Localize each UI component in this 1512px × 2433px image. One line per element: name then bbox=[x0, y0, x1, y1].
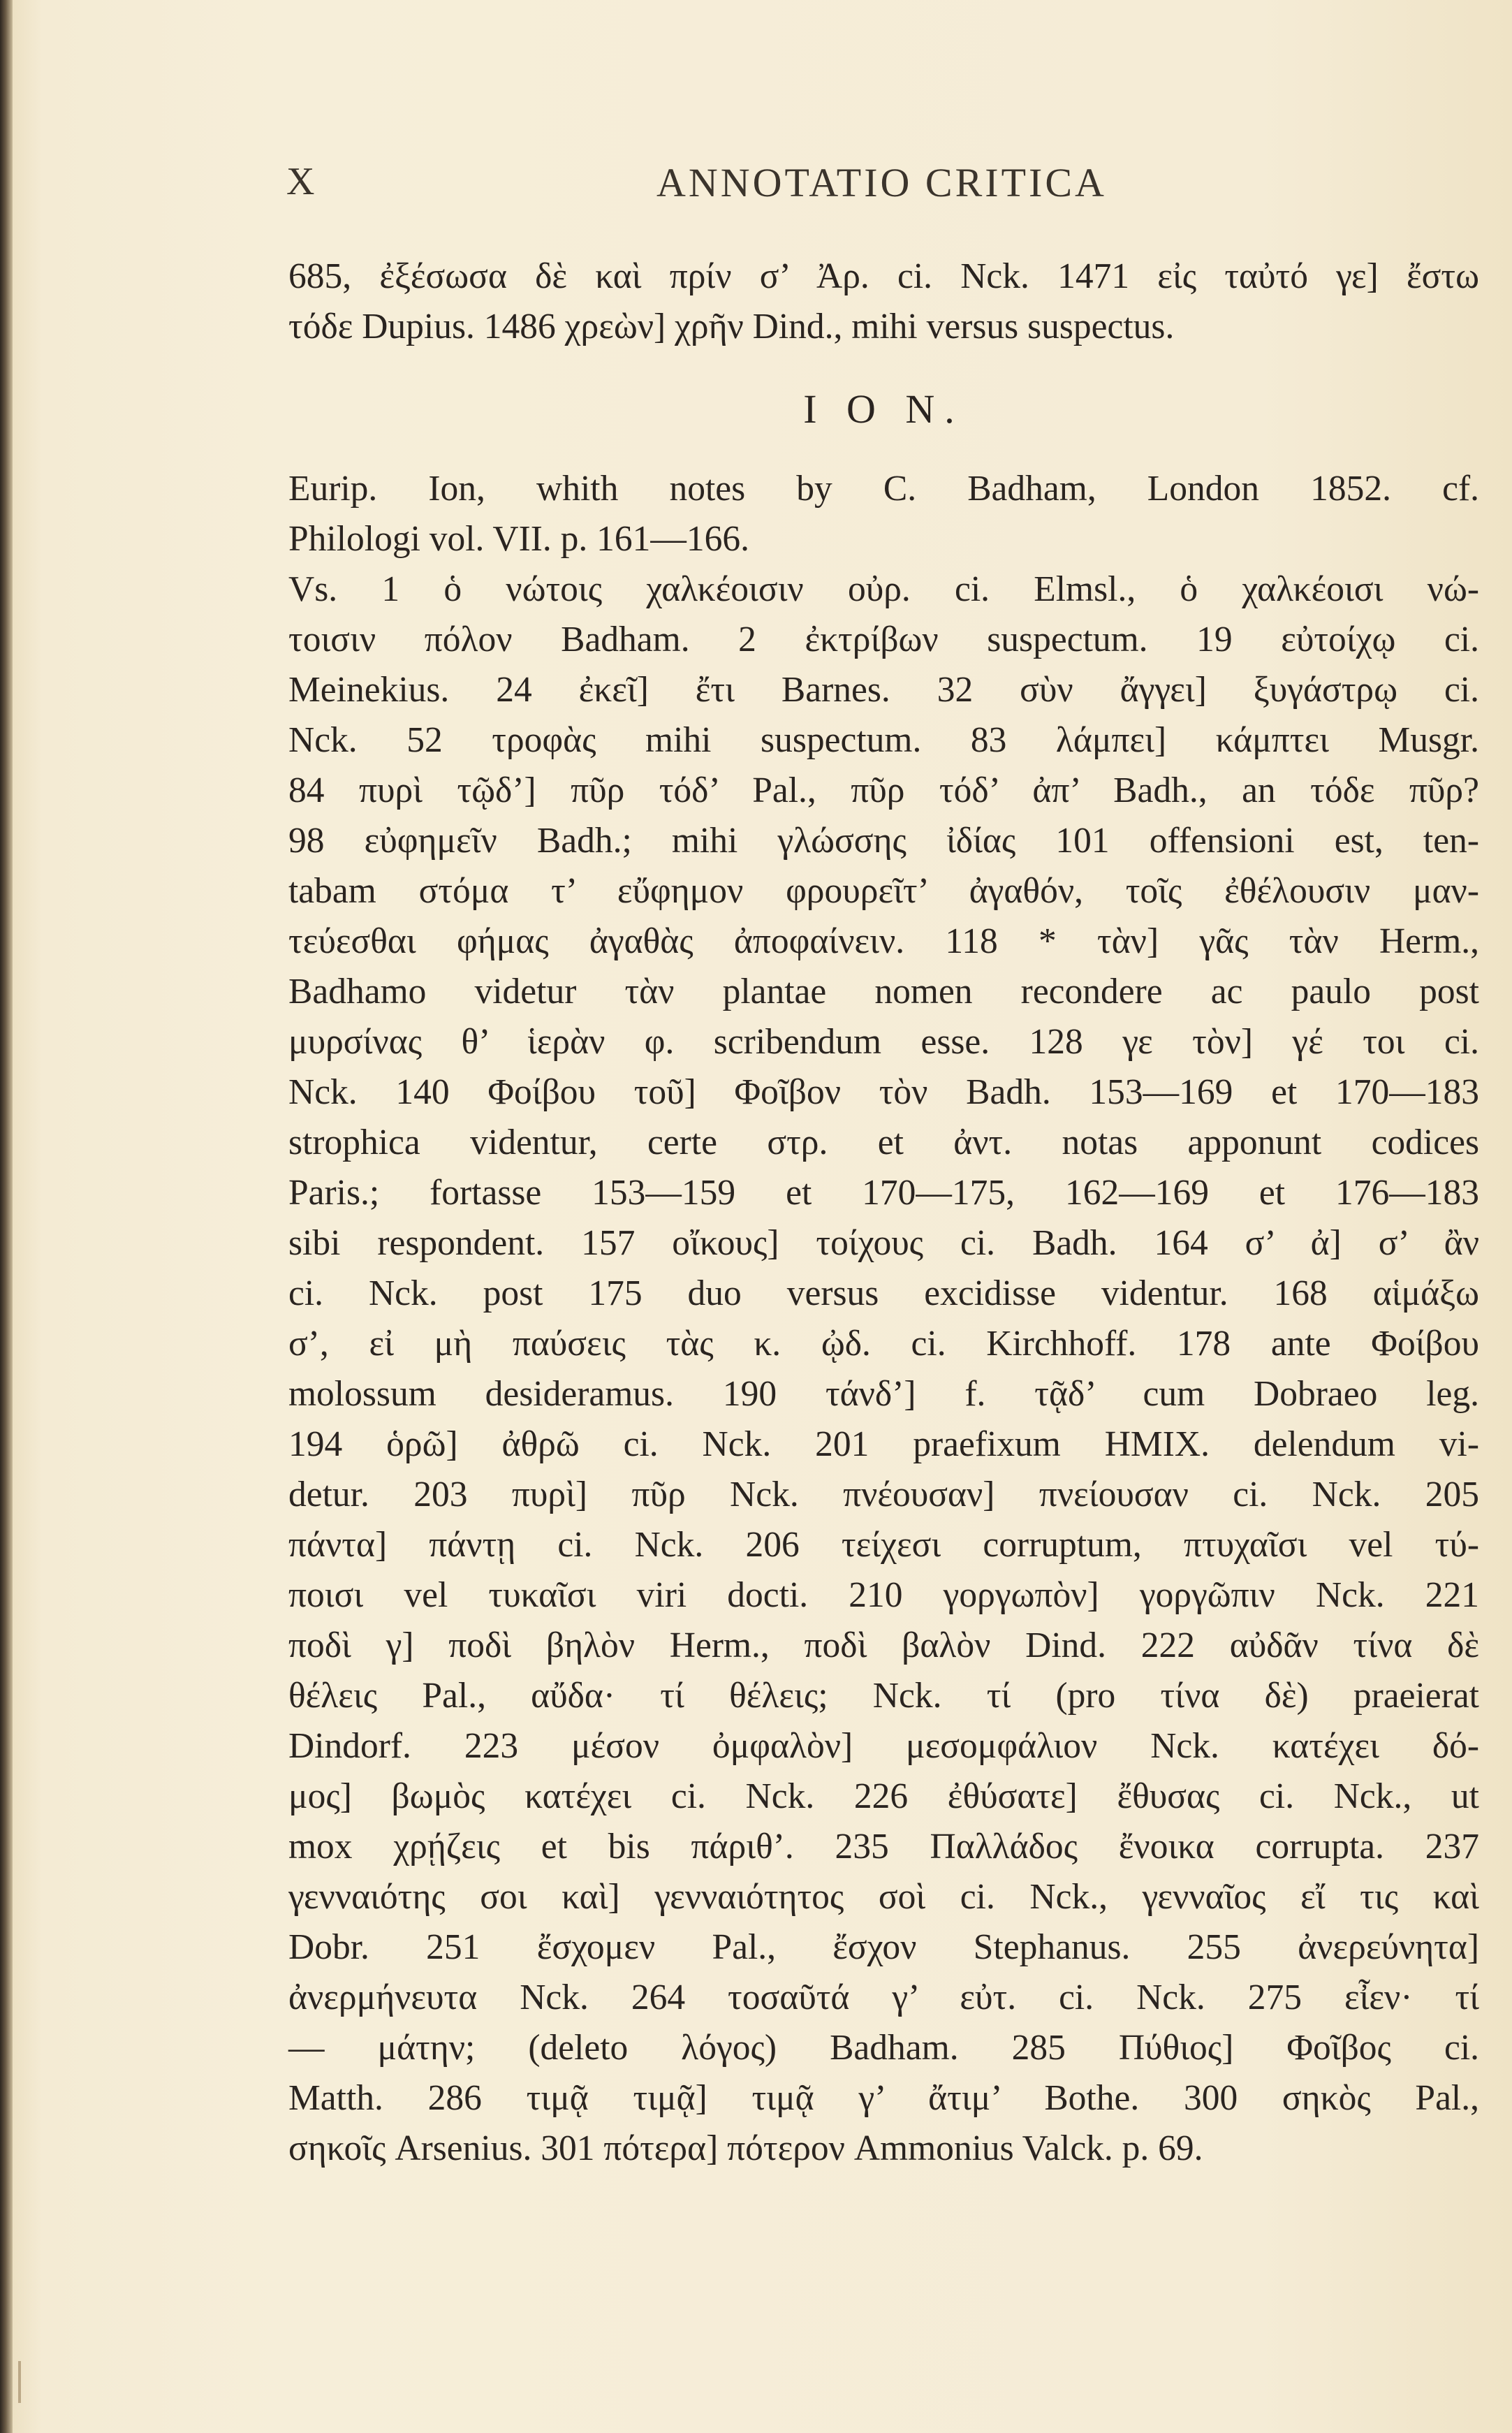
body-text bbox=[288, 464, 1479, 2174]
body-line: ci. Nck. post 175 duo versus excidisse videntur. 168 αἱμάξω bbox=[288, 1273, 1479, 1313]
body-line: σηκοῖς Arsenius. 301 πότερα] πότερον Ammonius Valck. p. 69. bbox=[288, 2128, 1203, 2168]
body-line: sibi respondent. 157 οἴκους] τοίχους ci. Badh. 164 σ’ ἀ] σ’ ἂν bbox=[288, 1223, 1479, 1263]
body-line: πάντα] πάντῃ ci. Nck. 206 τείχεσι corruptum, πτυχαῖσι vel τύ- bbox=[288, 1525, 1479, 1565]
body-line: ἀνερμήνευτα Nck. 264 τοσαῦτά γ’ εὐτ. ci. Nck. 275 εἶεν· τί bbox=[288, 1978, 1479, 2017]
body-line: σ’, εἰ μὴ παύσεις τὰς κ. ᾠδ. ci. Kirchhoff. 178 ante Φοίβου bbox=[288, 1324, 1479, 1364]
body-line: molossum desideramus. 190 τάνδ’] f. τᾷδ’ cum Dobraeo leg. bbox=[288, 1374, 1479, 1414]
body-line: mox χρῄζεις et bis πάριθ’. 235 Παλλάδος ἔνοικα corrupta. 237 bbox=[288, 1827, 1479, 1866]
page-number: X bbox=[286, 160, 316, 203]
body-line: strophica videntur, certe στρ. et ἀντ. notas apponunt codices bbox=[288, 1123, 1479, 1162]
body-line: ποισι vel τυκαῖσι viri docti. 210 γοργωπὸν] γοργῶπιν Nck. 221 bbox=[288, 1575, 1479, 1615]
book-spine-shadow bbox=[0, 0, 13, 2433]
page-edge-mark bbox=[18, 2361, 21, 2403]
body-line: Dobr. 251 ἔσχομεν Pal., ἔσχον Stephanus. 255 ἀνερεύνητα] bbox=[288, 1927, 1479, 1967]
body-line: Meinekius. 24 ἐκεῖ] ἔτι Barnes. 32 σὺν ἄγγει] ξυγάστρῳ ci. bbox=[288, 670, 1479, 710]
body-line: γενναιότης σοι καὶ] γενναιότητος σοὶ ci. Nck., γενναῖος εἴ τις καὶ bbox=[288, 1877, 1479, 1917]
body-line: Nck. 140 Φοίβου τοῦ] Φοῖβον τὸν Badh. 153—169 et 170—183 bbox=[288, 1072, 1479, 1112]
body-line: Matth. 286 τιμᾷ τιμᾷ] τιμᾷ γ’ ἄτιμ’ Bothe. 300 σηκὸς Pal., bbox=[288, 2078, 1479, 2118]
intro-line: τόδε Dupius. 1486 χρεὼν] χρῆν Dind., mihi versus suspectus. bbox=[288, 307, 1175, 346]
body-line: Badhamo videtur τὰν plantae nomen recondere ac paulo post bbox=[288, 972, 1479, 1011]
body-line: — μάτην; (deleto λόγος) Badham. 285 Πύθιος] Φοῖβος ci. bbox=[288, 2028, 1479, 2068]
body-line: Paris.; fortasse 153—159 et 170—175, 162—169 et 176—183 bbox=[288, 1173, 1479, 1213]
body-line: ποδὶ γ] ποδὶ βηλὸν Herm., ποδὶ βαλὸν Dind. 222 αὐδᾶν τίνα δὲ bbox=[288, 1625, 1479, 1665]
body-line: τοισιν πόλον Badham. 2 ἐκτρίβων suspectum. 19 εὐτοίχῳ ci. bbox=[288, 620, 1479, 659]
intro-line: 685, ἐξέσωσα δὲ καὶ πρίν σ’ Ἀρ. ci. Nck. 1471 εἰς ταὐτό γε] ἔστω bbox=[288, 256, 1479, 296]
body-line: 84 πυρὶ τῷδ’] πῦρ τόδ’ Pal., πῦρ τόδ’ ἀπ’ Badh., an τόδε πῦρ? bbox=[288, 770, 1479, 810]
text-block bbox=[288, 251, 1479, 2174]
body-line: Philologi vol. VII. p. 161—166. bbox=[288, 519, 749, 559]
running-head: ANNOTATIO CRITICA bbox=[656, 160, 1107, 205]
body-line: Vs. 1 ὁ νώτοις χαλκέοισιν οὐρ. ci. Elmsl., ὁ χαλκέοισι νώ- bbox=[288, 569, 1479, 609]
section-title: I O N. bbox=[803, 386, 964, 432]
body-line: Dindorf. 223 μέσον ὀμφαλὸν] μεσομφάλιον Nck. κατέχει δό- bbox=[288, 1726, 1479, 1766]
body-line: Eurip. Ion, whith notes by C. Badham, London 1852. cf. bbox=[288, 469, 1479, 509]
body-line: 194 ὁρῶ] ἀθρῶ ci. Nck. 201 praefixum ΗΜΙΧ. delendum vi- bbox=[288, 1424, 1479, 1464]
body-line: μυρσίνας θ’ ἱερὰν φ. scribendum esse. 128 γε τὸν] γέ τοι ci. bbox=[288, 1022, 1479, 1062]
body-line: Nck. 52 τροφὰς mihi suspectum. 83 λάμπει] κάμπτει Musgr. bbox=[288, 720, 1479, 760]
body-line: detur. 203 πυρὶ] πῦρ Nck. πνέουσαν] πνείουσαν ci. Nck. 205 bbox=[288, 1475, 1479, 1514]
body-line: tabam στόμα τ’ εὔφημον φρουρεῖτ’ ἀγαθόν, τοῖς ἐθέλουσιν μαν- bbox=[288, 871, 1479, 911]
body-line: τεύεσθαι φήμας ἀγαθὰς ἀποφαίνειν. 118 * τὰν] γᾶς τὰν Herm., bbox=[288, 921, 1479, 961]
body-line: θέλεις Pal., αὔδα· τί θέλεις; Nck. τί (pro τίνα δὲ) praeierat bbox=[288, 1676, 1479, 1716]
body-line: 98 εὐφημεῖν Badh.; mihi γλώσσης ἰδίας 101 offensioni est, ten- bbox=[288, 821, 1479, 861]
body-line: μος] βωμὸς κατέχει ci. Nck. 226 ἐθύσατε] ἔθυσας ci. Nck., ut bbox=[288, 1776, 1479, 1816]
